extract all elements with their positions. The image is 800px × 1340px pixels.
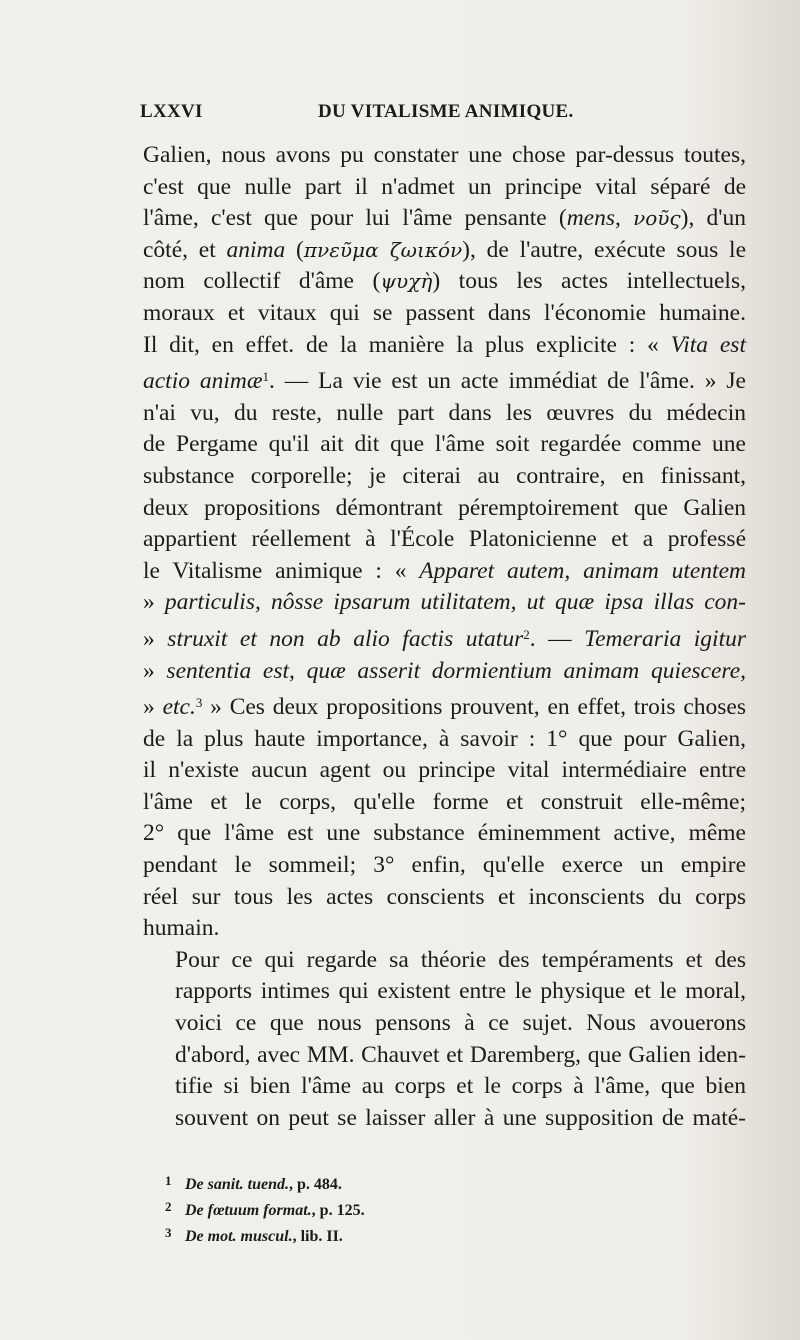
paragraph-1 (143, 140, 746, 945)
text-line: » struxit et non ab alio factis utatur$^2$. — Temeraria igitur (143, 625, 747, 652)
text-line: deux propositions démontrant péremptoirement que Galien (143, 494, 746, 521)
page-number: LXXVI (140, 101, 203, 122)
body-text (143, 140, 746, 1134)
running-title: DU VITALISME ANIMIQUE. (318, 101, 574, 122)
footnote: 2 De fœtuum format., p. 125. (165, 1199, 365, 1219)
text-line: côté, et anima (πνεῦμα ζωικόν), de l'autre, exécute sous le (143, 236, 747, 263)
text-line: le Vitalisme animique : « Apparet autem, animam utentem (143, 557, 746, 584)
text-line: d'abord, avec MM. Chauvet et Daremberg, que Galien iden- (175, 1041, 746, 1068)
footnotes (165, 1170, 725, 1248)
greek-term: ψυχὴ (380, 269, 433, 294)
text-line: actio animæ$^1$. — La vie est un acte immédiat de l'âme. » Je (143, 368, 746, 395)
text-line: Galien, nous avons pu constater une chose par-dessus toutes, (143, 142, 746, 168)
text-line: l'âme, c'est que pour lui l'âme pensante (mens, νοῦς), d'un (143, 205, 747, 232)
footnote: 3 De mot. muscul., lib. II. (165, 1225, 343, 1245)
text-line: n'ai vu, du reste, nulle part dans les œuvres du médecin (143, 399, 746, 426)
text-line: tifie si bien l'âme au corps et le corps à l'âme, que bien (175, 1073, 746, 1100)
text-line: réel sur tous les actes conscients et inconscients du corps (143, 883, 746, 910)
text-line: de la plus haute importance, à savoir : 1° que pour Galien, (143, 725, 746, 752)
text-line: l'âme et le corps, qu'elle forme et construit elle-même; (143, 788, 746, 815)
paragraph-2 (143, 945, 746, 1135)
text-line: c'est que nulle part il n'admet un principe vital séparé de (143, 173, 746, 200)
text-line: moraux et vitaux qui se passent dans l'économie humaine. (143, 299, 746, 326)
text-line: voici ce que nous pensons à ce sujet. Nous avouerons (175, 1010, 746, 1037)
page-header (140, 101, 746, 129)
footnote-ref: 2 (523, 626, 530, 642)
text-line: de Pergame qu'il ait dit que l'âme soit regardée comme une (143, 431, 746, 458)
text-line: souvent on peut se laisser aller à une supposition de maté- (175, 1104, 746, 1131)
greek-term: πνεῦμα ζωικόν (303, 237, 463, 262)
text-line: Il dit, en effet. de la manière la plus explicite : « Vita est (143, 331, 746, 358)
footnote-ref: 3 (195, 695, 203, 711)
text-line: pendant le sommeil; 3° enfin, qu'elle exerce un empire (143, 852, 746, 879)
text-line: » etc.$^3$ » Ces deux propositions prouvent, en effet, trois choses (143, 694, 746, 721)
text-line: » particulis, nôsse ipsarum utilitatem, ut quæ ipsa illas con- (143, 589, 747, 616)
text-line: humain. (143, 915, 220, 942)
text-line: rapports intimes qui existent entre le physique et le moral, (175, 978, 746, 1005)
text-line: appartient réellement à l'École Platonicienne et a professé (143, 526, 746, 553)
footnote-ref: 1 (262, 369, 270, 385)
text-line: substance corporelle; je citerai au contraire, en finissant, (143, 462, 746, 489)
text-line: nom collectif d'âme (ψυχὴ) tous les actes intellectuels, (143, 268, 746, 295)
text-line: » sententia est, quæ asserit dormientium animam quiescere, (143, 657, 746, 684)
footnote: 1 De sanit. tuend., p. 484. (165, 1173, 342, 1193)
text-line: 2° que l'âme est une substance éminemment active, même (143, 820, 746, 847)
text-line: Pour ce qui regarde sa théorie des tempéraments et des (175, 946, 746, 973)
greek-term: νοῦς (633, 206, 681, 231)
text-line: il n'existe aucun agent ou principe vital intermédiaire entre (143, 757, 746, 784)
